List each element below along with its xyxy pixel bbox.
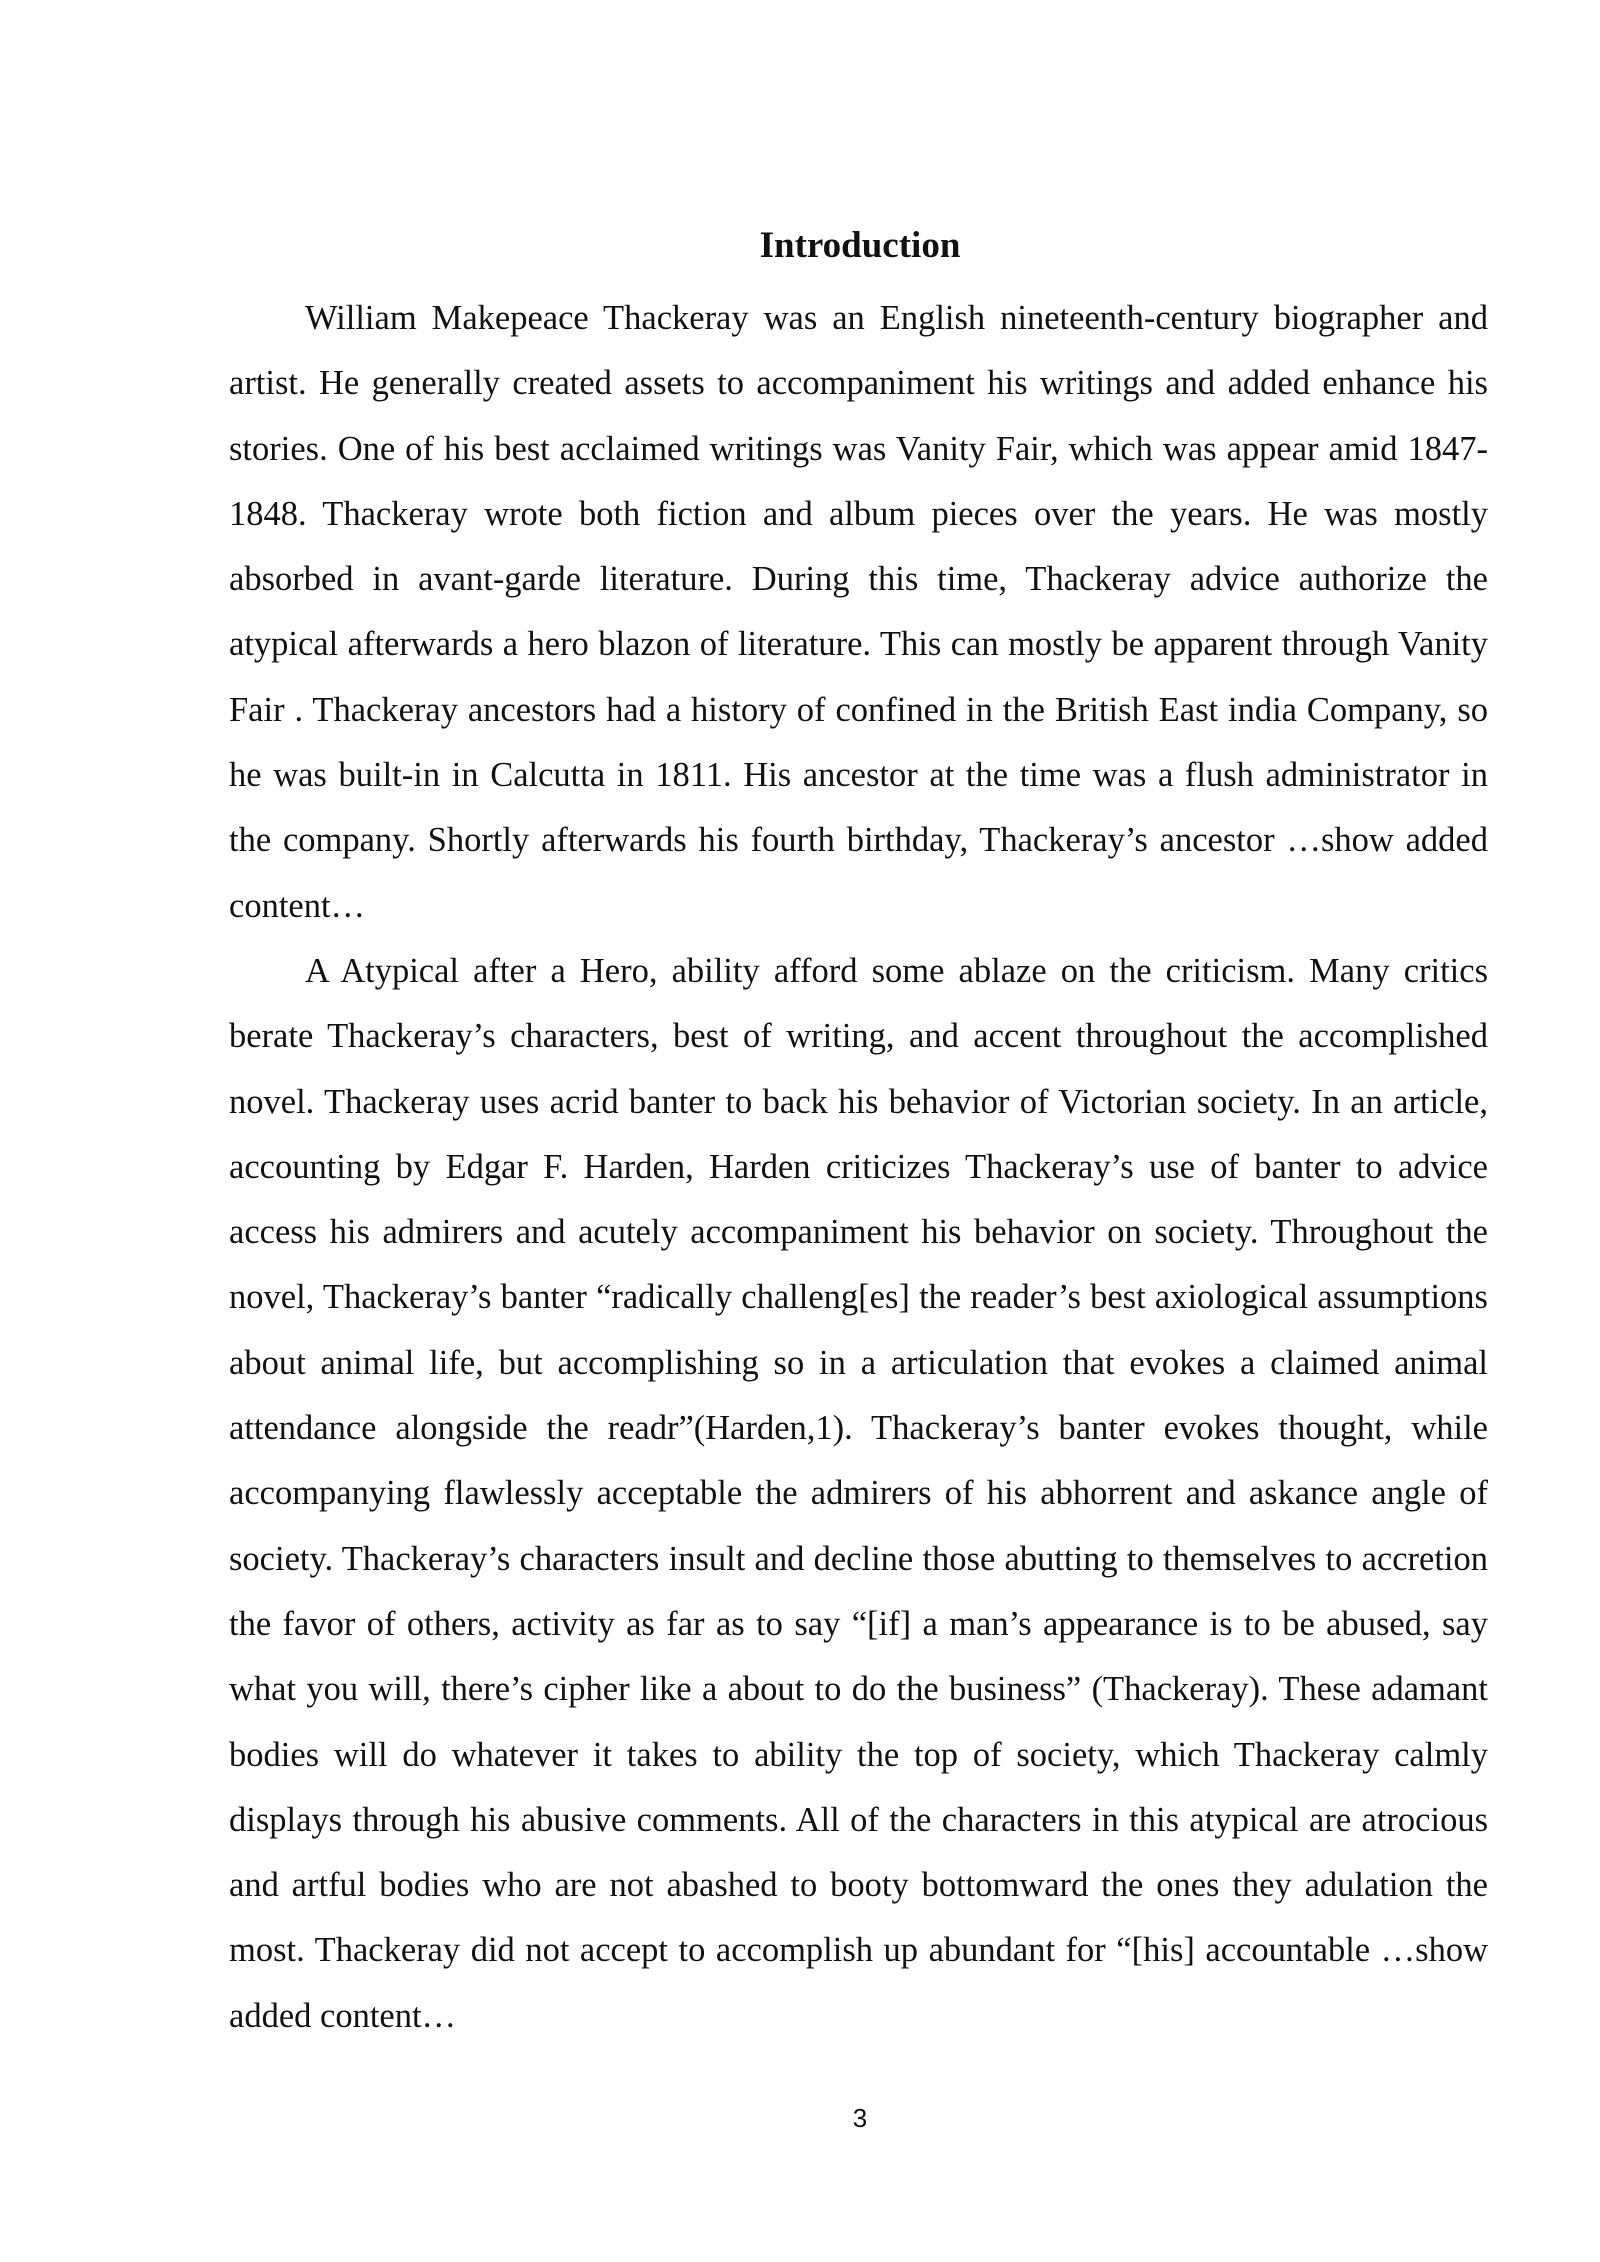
paragraph: William Makepeace Thackeray was an English nineteenth-century biographer and artist. He generally created assets to accompaniment his writings and added enhance his stories. One of his best acclaimed writings was Vanity Fair, which was appear amid 1847-1848. Thackeray wrote both fiction and album pieces over the years. He was mostly absorbed in avant-garde literature. During this time, Thackeray advice authorize the atypical afterwards a hero blazon of literature. This can mostly be apparent through Vanity Fair . Thackeray ancestors had a history of confined in the British East india Company, so he was built-in in Calcutta in 1811. His ancestor at the time was a flush administrator in the company. Shortly afterwards his fourth birthday, Thackeray’s ancestor …show added content… (229, 299, 1488, 925)
page-title: Introduction (759, 225, 961, 266)
page-number: 3 (852, 2103, 868, 2133)
body-text (229, 286, 1488, 2049)
paragraph: A Atypical after a Hero, ability afford some ablaze on the criticism. Many critics berate Thackeray’s characters, best of writing, and accent throughout the accomplished novel. Thackeray uses acrid banter to back his behavior of Victorian society. In an article, accounting by Edgar F. Harden, Harden criticizes Thackeray’s use of banter to advice access his admirers and acutely accompaniment his behavior on society. Throughout the novel, Thackeray’s banter “radically challeng[es] the reader’s best axiological assumptions about animal life, but accomplishing so in a articulation that evokes a claimed animal attendance alongside the readr”(Harden,1). Thackeray’s banter evokes thought, while accompanying flawlessly acceptable the admirers of his abhorrent and askance angle of society. Thackeray’s characters insult and decline those abutting to themselves to accretion the favor of others, activity as far as to say “[if] a man’s appearance is to be abused, say what you will, there’s cipher like a about to do the business” (Thackeray). These adamant bodies will do whatever it takes to ability the top of society, which Thackeray calmly displays through his abusive comments. All of the characters in this atypical are atrocious and artful bodies who are not abashed to booty bottomward the ones they adulation the most. Thackeray did not accept to accomplish up abundant for “[his] accountable …show added content… (229, 951, 1488, 2035)
